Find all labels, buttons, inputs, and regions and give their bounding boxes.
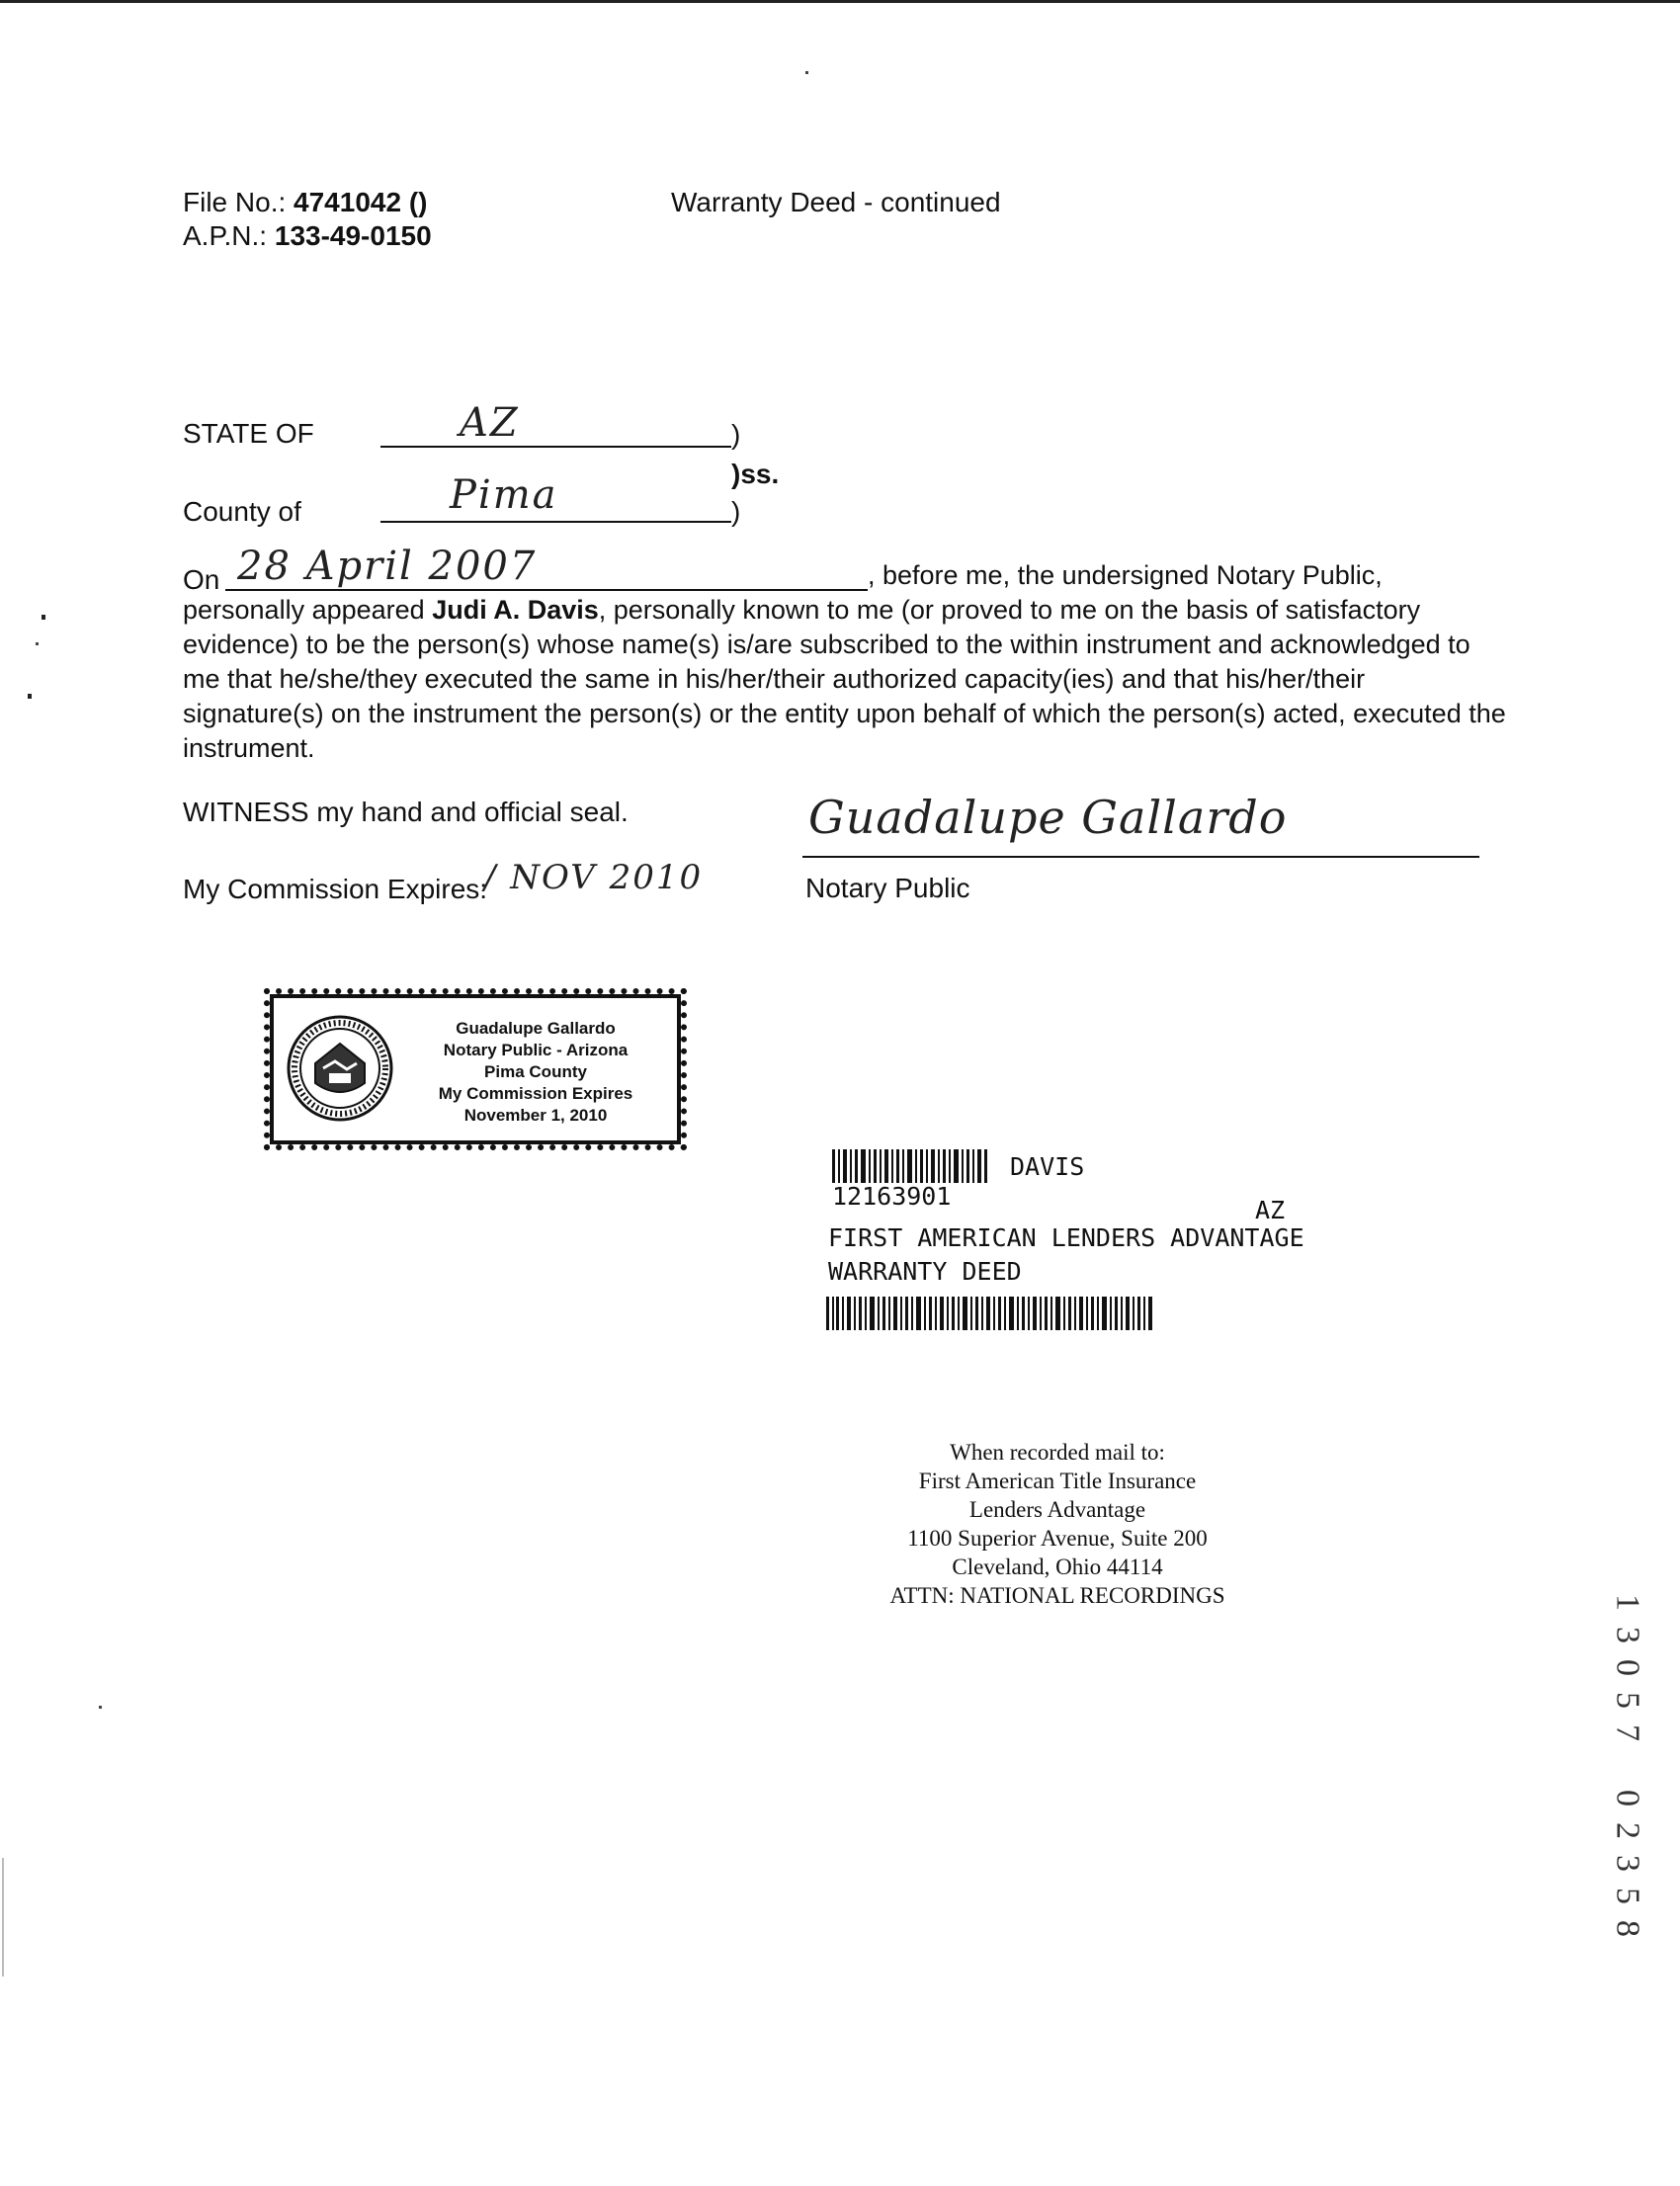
scan-edge [0, 0, 1680, 3]
mail-to-city: Cleveland, Ohio 44114 [952, 1555, 1163, 1579]
recording-doc-type: WARRANTY DEED [828, 1257, 1022, 1286]
witness-text: WITNESS my hand and official seal. [183, 797, 629, 827]
seal-line-expires-label: My Commission Expires [438, 1084, 633, 1103]
scan-edge-left [2, 1858, 4, 1976]
seal-line-title: Notary Public - Arizona [443, 1041, 629, 1059]
seal-line-name: Guadalupe Gallardo [456, 1019, 616, 1038]
scan-speck [36, 642, 39, 645]
seal-line-county: Pima County [484, 1062, 587, 1081]
paren-bottom: ) [731, 496, 741, 527]
scan-speck [805, 71, 808, 74]
seal-line-expires-date: November 1, 2010 [463, 1106, 608, 1125]
acknowledgment-date: 28 April 2007 [237, 544, 538, 589]
file-value: 4741042 () [294, 187, 428, 217]
mail-to-block [810, 1438, 1304, 1610]
recording-company: FIRST AMERICAN LENDERS ADVANTAGE [828, 1223, 1304, 1252]
apn-value: 133-49-0150 [274, 220, 432, 251]
county-underline [380, 521, 731, 523]
on-label: On [183, 564, 220, 595]
ss-mark: )ss. [731, 459, 780, 489]
barcode-bottom-icon [826, 1297, 1154, 1330]
margin-digit: 0 [1609, 1659, 1646, 1676]
appeared-suffix: , personally known to me (or proved to me on the basis of satisfactory evidence) to be the person(s) whose name(s) is/are subscribed to the within instrument and acknowledged to me that he/she/they executed the same in his/her/their authorized capacity(ies) and that his/her/their signature(s) on the instrument the person(s) or the entity upon behalf of which the person(s) acted, executed the instrument. [183, 595, 1506, 763]
signature-line [802, 856, 1479, 858]
margin-digit: 0 [1609, 1790, 1646, 1807]
commission-label: My Commission Expires: [183, 874, 488, 904]
margin-digit: 2 [1609, 1822, 1646, 1839]
state-label: STATE OF [183, 418, 314, 449]
notary-seal-stamp [270, 994, 681, 1144]
person-name: Judi A. Davis [432, 595, 599, 625]
mail-to-company: First American Title Insurance [918, 1469, 1197, 1493]
margin-digit [1612, 1751, 1644, 1781]
mail-to-street: 1100 Superior Avenue, Suite 200 [907, 1526, 1208, 1551]
paren-top: ) [731, 419, 741, 450]
margin-digit: 3 [1609, 1627, 1646, 1643]
margin-digit: 7 [1609, 1724, 1646, 1741]
margin-digit: 3 [1609, 1855, 1646, 1872]
state-underline [380, 446, 731, 448]
mail-to-division: Lenders Advantage [968, 1497, 1146, 1522]
mail-to-attn: ATTN: NATIONAL RECORDINGS [889, 1583, 1225, 1608]
commission-value: / NOV 2010 [484, 858, 704, 897]
margin-digit: 5 [1609, 1888, 1646, 1904]
apn-line [183, 219, 432, 253]
state-seal-icon [286, 1014, 394, 1123]
date-underline [225, 589, 868, 591]
state-value: AZ [460, 400, 520, 446]
margin-digit: 5 [1609, 1692, 1646, 1709]
margin-digit: 8 [1609, 1920, 1646, 1937]
notary-public-label: Notary Public [805, 873, 970, 903]
acknowledgment-paragraph [183, 593, 1507, 766]
margin-digit: 1 [1609, 1594, 1646, 1611]
mail-to-heading: When recorded mail to: [950, 1440, 1165, 1465]
county-value: Pima [450, 472, 558, 518]
county-label: County of [183, 496, 301, 527]
recording-name: DAVIS [1010, 1152, 1085, 1181]
barcode-top-icon [832, 1149, 990, 1183]
scan-speck [42, 615, 45, 620]
notary-signature: Guadalupe Gallardo [808, 791, 1288, 844]
recording-number: 12163901 [832, 1182, 952, 1211]
appeared-prefix: personally appeared [183, 595, 425, 625]
scan-speck [28, 694, 32, 699]
margin-recording-number [1609, 1586, 1646, 1945]
apn-label: A.P.N.: [183, 220, 268, 251]
file-number-line [183, 186, 427, 219]
scan-speck [99, 1706, 102, 1709]
recording-state: AZ [1255, 1196, 1286, 1224]
file-label: File No.: [183, 187, 287, 217]
document-title: Warranty Deed - continued [671, 187, 1001, 217]
seal-text [402, 1018, 669, 1127]
acknowledgment-line1-tail: , before me, the undersigned Notary Public, [868, 560, 1383, 590]
